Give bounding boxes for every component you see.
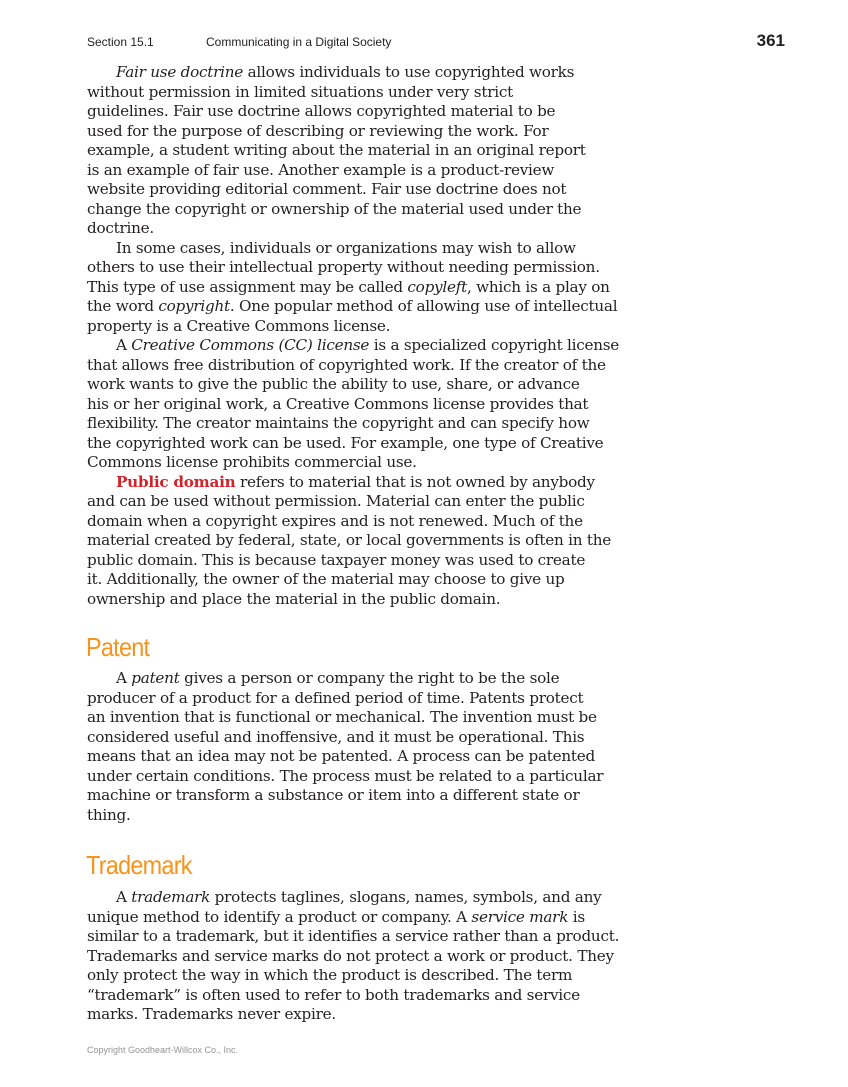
text-run: machine or transform a substance or item into a different state or <box>87 786 580 804</box>
text-run: protects taglines, slogans, names, symbols, and any <box>210 888 602 906</box>
text-line <box>87 570 617 590</box>
text-line <box>87 122 617 142</box>
text-run: public domain. This is because taxpayer money was used to create <box>87 550 586 569</box>
text-line <box>87 590 617 610</box>
text-line <box>87 512 617 532</box>
text-line <box>87 102 617 122</box>
text-line <box>87 966 617 986</box>
text-line <box>87 336 620 356</box>
section-heading-trademark: Trademark <box>86 850 192 880</box>
text-run: example, a student writing about the material in an original report <box>87 141 586 159</box>
text-run: work wants to give the public the ability to use, share, or advance <box>87 375 580 393</box>
text-run: without permission in limited situations under very strict <box>87 82 513 101</box>
text-line <box>87 180 617 200</box>
text-run: his or her original work, a Creative Commons license provides that <box>87 394 589 413</box>
text-line <box>87 747 617 767</box>
body-text-patent <box>87 669 617 825</box>
text-run: , which is a play on <box>466 277 610 296</box>
italic-term: trademark <box>131 888 211 906</box>
italic-term: copyright <box>158 297 230 315</box>
text-run: used for the purpose of describing or reviewing the work. For <box>87 121 549 140</box>
text-run: Commons license prohibits commercial use. <box>87 453 417 471</box>
text-line <box>87 689 617 709</box>
text-run: In some cases, individuals or organizations may wish to allow <box>116 238 576 257</box>
text-run: gives a person or company the right to be the sole <box>179 669 560 687</box>
key-term: Public domain <box>116 472 236 491</box>
text-run: domain when a copyright expires and is not renewed. Much of the <box>87 511 583 530</box>
text-line <box>87 161 617 181</box>
text-line <box>87 375 617 395</box>
text-line <box>87 297 617 317</box>
body-text-copyright <box>87 63 620 609</box>
text-line <box>87 200 617 220</box>
text-run: is a specialized copyright license <box>369 336 620 354</box>
text-line <box>87 767 617 787</box>
text-line <box>87 63 617 83</box>
text-run: it. Additionally, the owner of the material may choose to give up <box>87 570 565 588</box>
text-line <box>87 551 617 571</box>
page-number: 361 <box>756 31 785 50</box>
text-line <box>87 278 617 298</box>
section-label: Section 15.1 <box>87 35 154 49</box>
text-line <box>87 317 617 337</box>
text-line <box>87 806 617 826</box>
text-line <box>87 1005 617 1025</box>
text-line <box>87 927 620 947</box>
italic-term: Fair use doctrine <box>116 63 244 81</box>
text-run: refers to material that is not owned by anybody <box>235 472 595 491</box>
text-run: material created by federal, state, or local governments is often in the <box>87 531 611 549</box>
text-run: doctrine. <box>87 219 154 237</box>
text-run: flexibility. The creator maintains the copyright and can specify how <box>87 414 590 432</box>
text-run: producer of a product for a defined period of time. Patents protect <box>87 688 584 707</box>
text-run: website providing editorial comment. Fair use doctrine does not <box>87 180 567 198</box>
text-line <box>87 531 617 551</box>
text-run: an invention that is functional or mechanical. The invention must be <box>87 708 597 726</box>
italic-term: Creative Commons (CC) license <box>131 336 370 354</box>
text-run: the copyrighted work can be used. For example, one type of Creative <box>87 433 604 452</box>
copyright-footer: Copyright Goodheart-Willcox Co., Inc. <box>87 1045 239 1055</box>
text-run: is an example of fair use. Another example is a product-review <box>87 160 555 179</box>
text-run: A <box>116 336 132 354</box>
text-run: that allows free distribution of copyrighted work. If the creator of the <box>87 355 606 374</box>
text-run: similar to a trademark, but it identifies a service rather than a product. <box>87 927 620 945</box>
text-run: only protect the way in which the product is described. The term <box>87 966 573 984</box>
text-line <box>87 141 617 161</box>
text-line <box>87 83 617 103</box>
text-run: unique method to identify a product or company. A <box>87 907 472 926</box>
text-line <box>87 908 617 928</box>
text-run: the word <box>87 297 159 315</box>
italic-term: patent <box>131 669 180 687</box>
italic-term: service mark <box>471 907 569 926</box>
text-run: allows individuals to use copyrighted works <box>243 63 575 81</box>
text-run: is <box>568 907 585 926</box>
text-run: under certain conditions. The process must be related to a particular <box>87 766 604 785</box>
text-line <box>87 947 617 967</box>
text-line <box>87 669 617 689</box>
text-line <box>87 888 617 908</box>
text-line <box>87 492 617 512</box>
text-line <box>87 356 617 376</box>
text-line <box>87 473 617 493</box>
text-run: ownership and place the material in the public domain. <box>87 589 501 608</box>
text-run: Trademarks and service marks do not protect a work or product. They <box>87 946 614 965</box>
italic-term: copyleft <box>407 277 467 296</box>
text-line <box>87 239 617 259</box>
text-line <box>87 708 617 728</box>
text-run: thing. <box>87 805 131 824</box>
text-run: A <box>116 669 132 687</box>
text-line <box>87 395 617 415</box>
chapter-title: Communicating in a Digital Society <box>206 35 392 49</box>
text-run: marks. Trademarks never expire. <box>87 1005 336 1023</box>
text-run: . One popular method of allowing use of intellectual <box>229 297 618 315</box>
section-heading-patent: Patent <box>86 632 150 662</box>
text-run: others to use their intellectual property without needing permission. <box>87 258 600 276</box>
text-run: property is a Creative Commons license. <box>87 316 391 335</box>
text-line <box>87 786 617 806</box>
text-line <box>87 414 617 434</box>
text-line <box>87 728 617 748</box>
body-text-trademark <box>87 888 620 1025</box>
text-line <box>87 219 617 239</box>
text-line <box>87 258 617 278</box>
text-line <box>87 434 617 454</box>
text-run: and can be used without permission. Material can enter the public <box>87 492 585 510</box>
text-run: This type of use assignment may be called <box>87 277 408 296</box>
text-run: change the copyright or ownership of the material used under the <box>87 199 582 218</box>
text-run: A <box>116 888 132 906</box>
text-run: “trademark” is often used to refer to both trademarks and service <box>87 985 580 1004</box>
text-run: guidelines. Fair use doctrine allows copyrighted material to be <box>87 102 556 120</box>
text-line <box>87 986 617 1006</box>
text-line <box>87 453 617 473</box>
text-run: considered useful and inoffensive, and it must be operational. This <box>87 727 585 746</box>
text-run: means that an idea may not be patented. A process can be patented <box>87 747 595 765</box>
